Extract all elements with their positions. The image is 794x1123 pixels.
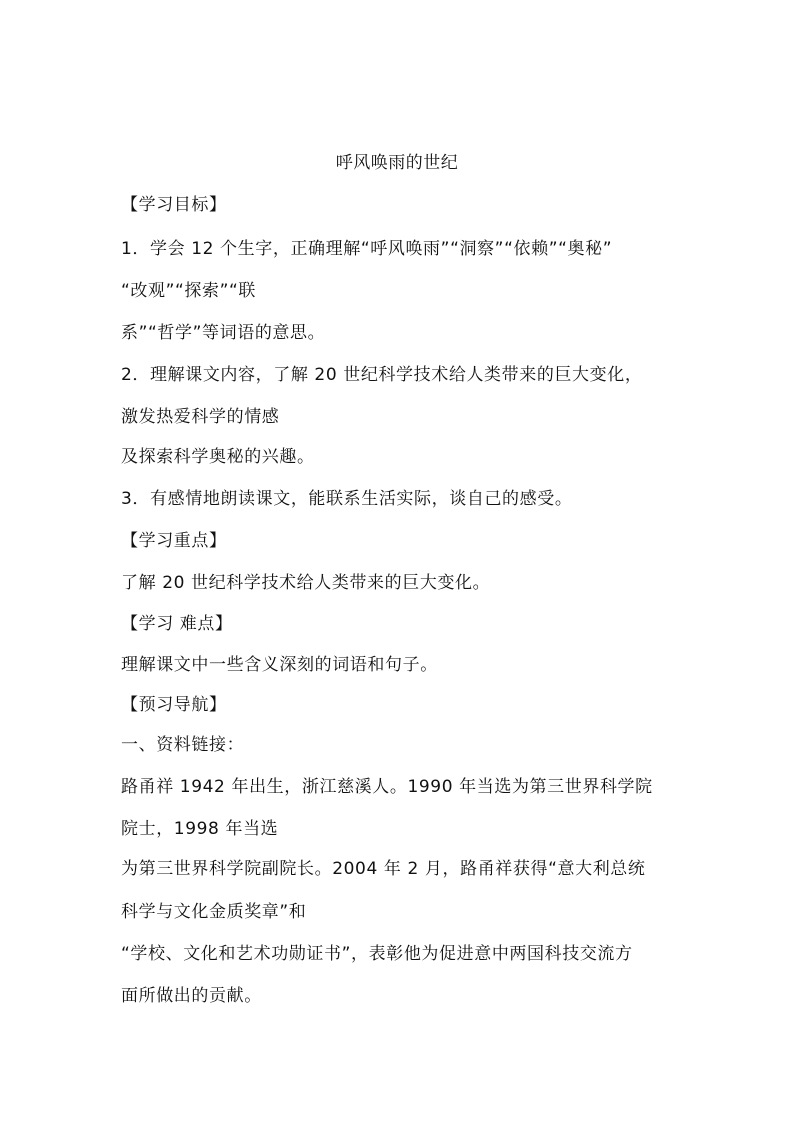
difficulties-text: 理解课文中一些含义深刻的词语和句子。 [121, 655, 438, 675]
heading-key-points: 【学习重点】 [121, 531, 227, 551]
bio-line-2: 院士，1998 年当选 [121, 819, 279, 839]
bio-line-4: 科学与文化金质奖章”和 [121, 902, 307, 922]
goal-3-line: 3．有感情地朗读课文，能联系生活实际，谈自己的感受。 [121, 489, 573, 509]
heading-preview-guide: 【预习导航】 [121, 695, 227, 715]
goal-2-line-3: 及探索科学奥秘的兴趣。 [121, 447, 315, 467]
key-points-text: 了解 20 世纪科学技术给人类带来的巨大变化。 [121, 573, 491, 593]
section-resource-links: 一、资料链接： [121, 735, 245, 755]
document-title: 呼风唤雨的世纪 [335, 153, 459, 173]
goal-1-line-1: 1．学会 12 个生字，正确理解“呼风唤雨”“洞察”“依赖”“奥秘” [121, 239, 613, 259]
goal-1-line-2: “改观”“探索”“联 [121, 281, 257, 301]
bio-line-6: 面所做出的贡献。 [121, 986, 262, 1006]
heading-learning-goals: 【学习目标】 [121, 195, 227, 215]
goal-2-line-1: 2．理解课文内容，了解 20 世纪科学技术给人类带来的巨大变化， [121, 365, 643, 385]
goal-2-line-2: 激发热爱科学的情感 [121, 407, 280, 427]
bio-line-3: 为第三世界科学院副院长。2004 年 2 月，路甬祥获得“意大利总统 [121, 859, 646, 879]
heading-difficulties: 【学习 难点】 [121, 614, 233, 634]
bio-line-1: 路甬祥 1942 年出生，浙江慈溪人。1990 年当选为第三世界科学院 [121, 777, 653, 797]
goal-1-line-3: 系”“哲学”等词语的意思。 [121, 323, 326, 343]
bio-line-5: “学校、文化和艺术功勋证书”，表彰他为促进意中两国科技交流方 [121, 944, 633, 964]
